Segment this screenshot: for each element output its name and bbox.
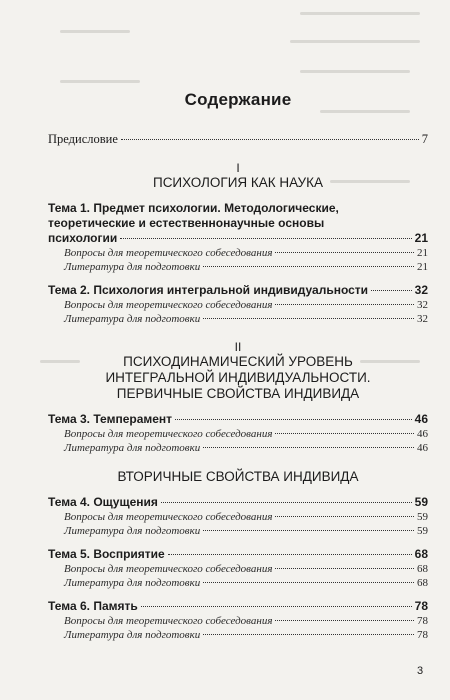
toc-page-number: 59: [417, 511, 428, 523]
dot-leader: [275, 516, 414, 517]
toc-topic-line[interactable]: теоретические и естественнонаучные основы: [48, 216, 325, 230]
toc-subentry[interactable]: [48, 614, 428, 628]
dot-leader: [275, 304, 414, 305]
toc-entry-topic[interactable]: [48, 412, 428, 427]
toc-subentry[interactable]: [48, 260, 428, 274]
toc-entry-topic[interactable]: [48, 495, 428, 510]
toc-label: Вопросы для теоретического собеседования: [64, 247, 273, 259]
dot-leader: [203, 266, 414, 267]
toc-page-number: 78: [417, 629, 428, 641]
toc-subentry[interactable]: [48, 298, 428, 312]
toc-page-number: 46: [417, 428, 428, 440]
toc-page-number: 32: [417, 299, 428, 311]
toc-label: Тема 2. Психология интегральной индивидуальности: [48, 283, 369, 297]
page-folio: 3: [417, 665, 424, 677]
table-of-contents: [48, 90, 428, 651]
dot-leader: [203, 447, 414, 448]
section-title-line: ИНТЕГРАЛЬНОЙ ИНДИВИДУАЛЬНОСТИ.: [105, 370, 371, 385]
dot-leader: [121, 139, 419, 140]
toc-entry-topic[interactable]: [48, 283, 428, 298]
toc-page-number: 32: [417, 313, 428, 325]
toc-page-number: 59: [417, 525, 428, 537]
dot-leader: [275, 620, 414, 621]
section-title: ПСИХОЛОГИЯ КАК НАУКА: [152, 175, 324, 190]
toc-label: Вопросы для теоретического собеседования: [64, 299, 273, 311]
toc-page-number: 59: [414, 495, 428, 509]
toc-page-number: 78: [417, 615, 428, 627]
toc-subentry[interactable]: [48, 441, 428, 455]
toc-subentry[interactable]: [48, 524, 428, 538]
toc-label: Литература для подготовки: [64, 261, 201, 273]
toc-label: Тема 4. Ощущения: [48, 495, 158, 509]
toc-page-number: 21: [417, 261, 428, 273]
toc-subentry[interactable]: [48, 427, 428, 441]
section-numeral: I: [236, 161, 240, 175]
section-title-line: ПЕРВИЧНЫЕ СВОЙСТВА ИНДИВИДА: [116, 386, 360, 401]
toc-topic-line[interactable]: Тема 1. Предмет психологии. Методологические,: [48, 201, 339, 215]
toc-page-number: 7: [421, 132, 428, 146]
contents-title: Содержание: [184, 90, 292, 109]
toc-label: Литература для подготовки: [64, 629, 201, 641]
topic-block: [48, 547, 428, 590]
section-title-line: ПСИХОДИНАМИЧЕСКИЙ УРОВЕНЬ: [123, 354, 353, 369]
dot-leader: [168, 554, 412, 555]
toc-page-number: 46: [417, 442, 428, 454]
toc-subentry[interactable]: [48, 510, 428, 524]
toc-page-number: 68: [417, 563, 428, 575]
dot-leader: [161, 502, 412, 503]
toc-label: Вопросы для теоретического собеседования: [64, 511, 273, 523]
toc-page-number: 68: [417, 577, 428, 589]
toc-label: психологии: [48, 231, 118, 245]
toc-page-number: 32: [414, 283, 428, 297]
toc-subentry[interactable]: [48, 628, 428, 642]
toc-entry-topic[interactable]: [48, 547, 428, 562]
dot-leader: [175, 419, 412, 420]
toc-subentry[interactable]: [48, 312, 428, 326]
dot-leader: [203, 634, 414, 635]
section-title: ВТОРИЧНЫЕ СВОЙСТВА ИНДИВИДА: [117, 469, 359, 484]
toc-entry-topic[interactable]: [48, 599, 428, 614]
dot-leader: [203, 318, 414, 319]
toc-entry-topic[interactable]: [48, 231, 428, 246]
toc-label: Тема 5. Восприятие: [48, 547, 165, 561]
toc-label: Вопросы для теоретического собеседования: [64, 615, 273, 627]
section-numeral: II: [234, 340, 242, 354]
toc-page-number: 21: [414, 231, 428, 245]
toc-subentry[interactable]: [48, 562, 428, 576]
dot-leader: [275, 568, 414, 569]
topic-block: [48, 412, 428, 455]
toc-label: Вопросы для теоретического собеседования: [64, 563, 273, 575]
toc-page-number: 21: [417, 247, 428, 259]
toc-label: Литература для подготовки: [64, 577, 201, 589]
toc-page-number: 78: [414, 599, 428, 613]
dot-leader: [371, 290, 412, 291]
toc-page-number: 46: [414, 412, 428, 426]
toc-label: Предисловие: [48, 132, 118, 146]
dot-leader: [203, 582, 414, 583]
toc-subentry[interactable]: [48, 246, 428, 260]
toc-label: Литература для подготовки: [64, 313, 201, 325]
topic-block: [48, 283, 428, 326]
toc-subentry[interactable]: [48, 576, 428, 590]
topic-block: [48, 495, 428, 538]
dot-leader: [120, 238, 411, 239]
dot-leader: [275, 252, 414, 253]
dot-leader: [203, 530, 414, 531]
dot-leader: [141, 606, 412, 607]
toc-label: Литература для подготовки: [64, 442, 201, 454]
toc-page-number: 68: [414, 547, 428, 561]
dot-leader: [275, 433, 414, 434]
toc-label: Тема 6. Память: [48, 599, 138, 613]
toc-label: Литература для подготовки: [64, 525, 201, 537]
toc-entry-preface[interactable]: [48, 132, 428, 147]
toc-label: Тема 3. Темперамент: [48, 412, 173, 426]
topic-block: [48, 201, 428, 274]
toc-label: Вопросы для теоретического собеседования: [64, 428, 273, 440]
topic-block: [48, 599, 428, 642]
